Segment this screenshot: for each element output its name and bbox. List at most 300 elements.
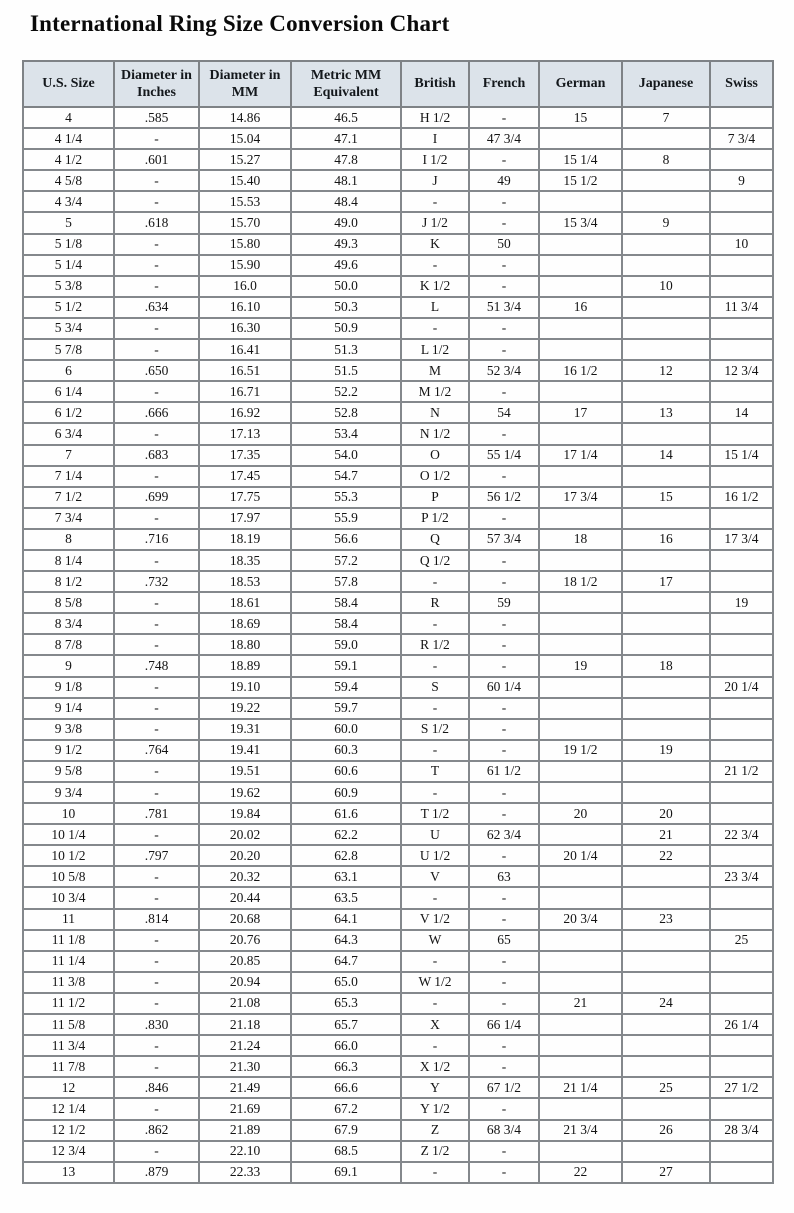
cell-german <box>539 866 622 887</box>
cell-metric-mm-equivalent: 59.7 <box>291 698 401 719</box>
table-row <box>23 782 773 803</box>
cell-british: I <box>401 128 469 149</box>
cell-metric-mm-equivalent: 49.3 <box>291 234 401 255</box>
cell-japanese <box>622 719 710 740</box>
column-header-diameter-mm: Diameter in MM <box>199 61 291 107</box>
cell-swiss <box>710 149 773 170</box>
cell-japanese: 18 <box>622 655 710 676</box>
cell-diameter-mm: 21.18 <box>199 1014 291 1035</box>
cell-us-size: 6 1/2 <box>23 402 114 423</box>
cell-us-size: 8 1/4 <box>23 550 114 571</box>
cell-diameter-mm: 19.41 <box>199 740 291 761</box>
cell-swiss <box>710 381 773 402</box>
cell-metric-mm-equivalent: 63.1 <box>291 866 401 887</box>
cell-japanese <box>622 339 710 360</box>
cell-diameter-mm: 18.69 <box>199 613 291 634</box>
cell-metric-mm-equivalent: 48.1 <box>291 170 401 191</box>
cell-french: - <box>469 423 539 444</box>
cell-british: - <box>401 698 469 719</box>
cell-metric-mm-equivalent: 49.6 <box>291 255 401 276</box>
cell-japanese: 27 <box>622 1162 710 1183</box>
cell-british: - <box>401 318 469 339</box>
cell-german <box>539 634 622 655</box>
cell-diameter-mm: 20.76 <box>199 930 291 951</box>
cell-swiss: 20 1/4 <box>710 677 773 698</box>
table-row <box>23 719 773 740</box>
cell-japanese <box>622 1035 710 1056</box>
cell-french: 67 1/2 <box>469 1077 539 1098</box>
table-row <box>23 508 773 529</box>
page-title: International Ring Size Conversion Chart <box>30 11 450 36</box>
table-row <box>23 170 773 191</box>
cell-diameter-mm: 21.08 <box>199 993 291 1014</box>
cell-japanese: 10 <box>622 276 710 297</box>
cell-diameter-inches: .862 <box>114 1120 199 1141</box>
table-row <box>23 698 773 719</box>
cell-swiss <box>710 887 773 908</box>
cell-metric-mm-equivalent: 62.8 <box>291 845 401 866</box>
cell-us-size: 4 5/8 <box>23 170 114 191</box>
cell-diameter-mm: 16.10 <box>199 297 291 318</box>
cell-diameter-inches: - <box>114 128 199 149</box>
table-row <box>23 677 773 698</box>
cell-japanese: 12 <box>622 360 710 381</box>
cell-british: X <box>401 1014 469 1035</box>
cell-japanese <box>622 170 710 191</box>
cell-french: - <box>469 972 539 993</box>
cell-german: 15 3/4 <box>539 212 622 233</box>
cell-metric-mm-equivalent: 50.9 <box>291 318 401 339</box>
cell-german <box>539 276 622 297</box>
cell-swiss: 22 3/4 <box>710 824 773 845</box>
cell-diameter-mm: 17.13 <box>199 423 291 444</box>
cell-french: - <box>469 276 539 297</box>
cell-british: - <box>401 740 469 761</box>
cell-us-size: 13 <box>23 1162 114 1183</box>
cell-french: - <box>469 508 539 529</box>
cell-swiss <box>710 571 773 592</box>
cell-french: - <box>469 466 539 487</box>
cell-british: N 1/2 <box>401 423 469 444</box>
cell-german <box>539 930 622 951</box>
cell-french: - <box>469 1056 539 1077</box>
column-header-german: German <box>539 61 622 107</box>
cell-diameter-inches: - <box>114 866 199 887</box>
cell-british: R 1/2 <box>401 634 469 655</box>
cell-swiss <box>710 255 773 276</box>
cell-us-size: 11 1/4 <box>23 951 114 972</box>
cell-german <box>539 234 622 255</box>
cell-french: 57 3/4 <box>469 529 539 550</box>
cell-german: 17 <box>539 402 622 423</box>
cell-metric-mm-equivalent: 67.9 <box>291 1120 401 1141</box>
cell-french: 47 3/4 <box>469 128 539 149</box>
table-row <box>23 381 773 402</box>
cell-diameter-inches: - <box>114 634 199 655</box>
cell-japanese <box>622 972 710 993</box>
cell-diameter-inches: .585 <box>114 107 199 128</box>
cell-diameter-inches: - <box>114 782 199 803</box>
cell-japanese <box>622 1098 710 1119</box>
cell-swiss: 17 3/4 <box>710 529 773 550</box>
cell-metric-mm-equivalent: 58.4 <box>291 592 401 613</box>
cell-french: 60 1/4 <box>469 677 539 698</box>
table-row <box>23 107 773 128</box>
cell-french: - <box>469 634 539 655</box>
cell-swiss <box>710 909 773 930</box>
cell-french: - <box>469 719 539 740</box>
cell-metric-mm-equivalent: 66.6 <box>291 1077 401 1098</box>
cell-diameter-inches: - <box>114 761 199 782</box>
cell-diameter-mm: 20.02 <box>199 824 291 845</box>
cell-japanese <box>622 1141 710 1162</box>
cell-german <box>539 1098 622 1119</box>
cell-diameter-mm: 21.69 <box>199 1098 291 1119</box>
cell-diameter-inches: - <box>114 698 199 719</box>
cell-swiss <box>710 655 773 676</box>
cell-metric-mm-equivalent: 50.3 <box>291 297 401 318</box>
cell-us-size: 5 1/4 <box>23 255 114 276</box>
cell-british: Z 1/2 <box>401 1141 469 1162</box>
cell-diameter-inches: - <box>114 887 199 908</box>
cell-japanese: 23 <box>622 909 710 930</box>
cell-french: - <box>469 613 539 634</box>
cell-german <box>539 782 622 803</box>
cell-diameter-inches: .830 <box>114 1014 199 1035</box>
cell-swiss <box>710 1056 773 1077</box>
cell-british: V 1/2 <box>401 909 469 930</box>
column-header-french: French <box>469 61 539 107</box>
cell-diameter-inches: - <box>114 508 199 529</box>
cell-metric-mm-equivalent: 58.4 <box>291 613 401 634</box>
cell-swiss <box>710 782 773 803</box>
cell-swiss: 10 <box>710 234 773 255</box>
cell-diameter-mm: 19.22 <box>199 698 291 719</box>
cell-german <box>539 255 622 276</box>
cell-diameter-inches: - <box>114 719 199 740</box>
cell-metric-mm-equivalent: 55.3 <box>291 487 401 508</box>
cell-diameter-inches: - <box>114 951 199 972</box>
cell-german: 20 1/4 <box>539 845 622 866</box>
cell-british: Y <box>401 1077 469 1098</box>
cell-diameter-mm: 19.84 <box>199 803 291 824</box>
cell-diameter-mm: 17.75 <box>199 487 291 508</box>
cell-diameter-mm: 16.51 <box>199 360 291 381</box>
cell-japanese <box>622 381 710 402</box>
cell-british: - <box>401 1035 469 1056</box>
cell-swiss <box>710 613 773 634</box>
cell-swiss: 27 1/2 <box>710 1077 773 1098</box>
cell-us-size: 12 3/4 <box>23 1141 114 1162</box>
cell-german: 21 1/4 <box>539 1077 622 1098</box>
cell-british: U 1/2 <box>401 845 469 866</box>
cell-diameter-inches: .716 <box>114 529 199 550</box>
cell-british: J 1/2 <box>401 212 469 233</box>
cell-metric-mm-equivalent: 65.0 <box>291 972 401 993</box>
table-row <box>23 234 773 255</box>
cell-metric-mm-equivalent: 52.8 <box>291 402 401 423</box>
cell-french: - <box>469 381 539 402</box>
table-row <box>23 845 773 866</box>
cell-metric-mm-equivalent: 63.5 <box>291 887 401 908</box>
cell-british: M <box>401 360 469 381</box>
cell-diameter-mm: 21.89 <box>199 1120 291 1141</box>
cell-swiss <box>710 719 773 740</box>
cell-swiss: 11 3/4 <box>710 297 773 318</box>
cell-british: W 1/2 <box>401 972 469 993</box>
cell-german: 20 <box>539 803 622 824</box>
cell-metric-mm-equivalent: 53.4 <box>291 423 401 444</box>
cell-swiss <box>710 276 773 297</box>
cell-french: - <box>469 255 539 276</box>
cell-french: - <box>469 107 539 128</box>
cell-metric-mm-equivalent: 60.3 <box>291 740 401 761</box>
cell-diameter-mm: 18.19 <box>199 529 291 550</box>
cell-metric-mm-equivalent: 64.1 <box>291 909 401 930</box>
cell-british: P 1/2 <box>401 508 469 529</box>
cell-diameter-mm: 19.31 <box>199 719 291 740</box>
cell-swiss: 7 3/4 <box>710 128 773 149</box>
cell-german: 18 1/2 <box>539 571 622 592</box>
cell-german <box>539 824 622 845</box>
cell-diameter-inches: - <box>114 423 199 444</box>
cell-french: 56 1/2 <box>469 487 539 508</box>
cell-diameter-mm: 20.20 <box>199 845 291 866</box>
cell-swiss: 26 1/4 <box>710 1014 773 1035</box>
cell-swiss <box>710 634 773 655</box>
cell-us-size: 10 1/4 <box>23 824 114 845</box>
table-row <box>23 1098 773 1119</box>
cell-diameter-inches: .634 <box>114 297 199 318</box>
cell-german <box>539 613 622 634</box>
cell-french: 49 <box>469 170 539 191</box>
cell-british: K 1/2 <box>401 276 469 297</box>
cell-swiss: 28 3/4 <box>710 1120 773 1141</box>
cell-german <box>539 677 622 698</box>
cell-us-size: 11 3/8 <box>23 972 114 993</box>
cell-us-size: 4 1/2 <box>23 149 114 170</box>
cell-metric-mm-equivalent: 62.2 <box>291 824 401 845</box>
cell-swiss: 23 3/4 <box>710 866 773 887</box>
cell-diameter-inches: - <box>114 318 199 339</box>
cell-us-size: 11 7/8 <box>23 1056 114 1077</box>
cell-swiss <box>710 972 773 993</box>
cell-german <box>539 887 622 908</box>
cell-us-size: 5 3/4 <box>23 318 114 339</box>
cell-german <box>539 698 622 719</box>
cell-us-size: 9 <box>23 655 114 676</box>
cell-diameter-inches: .650 <box>114 360 199 381</box>
table-row <box>23 1141 773 1162</box>
cell-metric-mm-equivalent: 50.0 <box>291 276 401 297</box>
cell-french: 51 3/4 <box>469 297 539 318</box>
table-row <box>23 951 773 972</box>
cell-diameter-mm: 15.27 <box>199 149 291 170</box>
cell-french: - <box>469 698 539 719</box>
cell-japanese <box>622 191 710 212</box>
cell-us-size: 5 7/8 <box>23 339 114 360</box>
cell-diameter-inches: .666 <box>114 402 199 423</box>
cell-german <box>539 466 622 487</box>
cell-metric-mm-equivalent: 47.1 <box>291 128 401 149</box>
cell-german <box>539 1056 622 1077</box>
cell-metric-mm-equivalent: 67.2 <box>291 1098 401 1119</box>
cell-french: 68 3/4 <box>469 1120 539 1141</box>
cell-metric-mm-equivalent: 59.0 <box>291 634 401 655</box>
cell-french: 61 1/2 <box>469 761 539 782</box>
table-row <box>23 993 773 1014</box>
cell-diameter-inches: .879 <box>114 1162 199 1183</box>
cell-french: - <box>469 803 539 824</box>
cell-british: - <box>401 191 469 212</box>
cell-us-size: 9 3/8 <box>23 719 114 740</box>
cell-diameter-inches: .683 <box>114 445 199 466</box>
table-row <box>23 761 773 782</box>
table-row <box>23 1120 773 1141</box>
cell-diameter-inches: - <box>114 339 199 360</box>
cell-french: 59 <box>469 592 539 613</box>
cell-japanese: 19 <box>622 740 710 761</box>
cell-metric-mm-equivalent: 56.6 <box>291 529 401 550</box>
table-row <box>23 824 773 845</box>
cell-us-size: 8 1/2 <box>23 571 114 592</box>
cell-german: 18 <box>539 529 622 550</box>
cell-swiss: 16 1/2 <box>710 487 773 508</box>
cell-metric-mm-equivalent: 65.7 <box>291 1014 401 1035</box>
cell-japanese <box>622 255 710 276</box>
cell-japanese: 8 <box>622 149 710 170</box>
cell-diameter-mm: 18.35 <box>199 550 291 571</box>
cell-swiss <box>710 1162 773 1183</box>
cell-british: X 1/2 <box>401 1056 469 1077</box>
cell-french: 54 <box>469 402 539 423</box>
table-row <box>23 255 773 276</box>
table-row <box>23 276 773 297</box>
cell-metric-mm-equivalent: 51.5 <box>291 360 401 381</box>
cell-diameter-inches: - <box>114 930 199 951</box>
cell-us-size: 11 <box>23 909 114 930</box>
cell-diameter-mm: 19.10 <box>199 677 291 698</box>
cell-us-size: 8 7/8 <box>23 634 114 655</box>
cell-diameter-mm: 17.35 <box>199 445 291 466</box>
cell-diameter-inches: .797 <box>114 845 199 866</box>
cell-metric-mm-equivalent: 60.0 <box>291 719 401 740</box>
cell-us-size: 10 <box>23 803 114 824</box>
cell-german: 19 1/2 <box>539 740 622 761</box>
table-row <box>23 297 773 318</box>
cell-japanese <box>622 1014 710 1035</box>
cell-diameter-mm: 15.40 <box>199 170 291 191</box>
cell-us-size: 8 5/8 <box>23 592 114 613</box>
column-header-swiss: Swiss <box>710 61 773 107</box>
column-header-british: British <box>401 61 469 107</box>
table-row <box>23 128 773 149</box>
cell-japanese <box>622 1056 710 1077</box>
cell-swiss <box>710 191 773 212</box>
cell-diameter-inches: - <box>114 972 199 993</box>
cell-british: L <box>401 297 469 318</box>
cell-diameter-mm: 16.0 <box>199 276 291 297</box>
cell-british: P <box>401 487 469 508</box>
cell-french: - <box>469 191 539 212</box>
table-row <box>23 930 773 951</box>
cell-german <box>539 128 622 149</box>
cell-diameter-mm: 18.61 <box>199 592 291 613</box>
cell-diameter-inches: - <box>114 1035 199 1056</box>
table-row <box>23 550 773 571</box>
cell-french: 65 <box>469 930 539 951</box>
cell-diameter-mm: 19.51 <box>199 761 291 782</box>
table-row <box>23 1162 773 1183</box>
cell-metric-mm-equivalent: 64.7 <box>291 951 401 972</box>
cell-swiss: 12 3/4 <box>710 360 773 381</box>
cell-diameter-mm: 16.41 <box>199 339 291 360</box>
cell-us-size: 7 1/2 <box>23 487 114 508</box>
cell-metric-mm-equivalent: 64.3 <box>291 930 401 951</box>
cell-metric-mm-equivalent: 61.6 <box>291 803 401 824</box>
table-row <box>23 339 773 360</box>
cell-japanese: 20 <box>622 803 710 824</box>
cell-british: J <box>401 170 469 191</box>
cell-japanese <box>622 866 710 887</box>
cell-us-size: 7 3/4 <box>23 508 114 529</box>
cell-french: - <box>469 1035 539 1056</box>
cell-japanese <box>622 761 710 782</box>
cell-swiss <box>710 107 773 128</box>
cell-japanese <box>622 634 710 655</box>
cell-japanese: 15 <box>622 487 710 508</box>
cell-metric-mm-equivalent: 54.7 <box>291 466 401 487</box>
cell-swiss <box>710 423 773 444</box>
cell-french: - <box>469 909 539 930</box>
cell-us-size: 10 5/8 <box>23 866 114 887</box>
cell-british: U <box>401 824 469 845</box>
cell-british: - <box>401 655 469 676</box>
cell-swiss <box>710 550 773 571</box>
cell-us-size: 6 3/4 <box>23 423 114 444</box>
cell-british: K <box>401 234 469 255</box>
cell-diameter-inches: .601 <box>114 149 199 170</box>
cell-diameter-mm: 21.30 <box>199 1056 291 1077</box>
table-row <box>23 1056 773 1077</box>
cell-german <box>539 761 622 782</box>
table-row <box>23 1035 773 1056</box>
cell-british: - <box>401 993 469 1014</box>
cell-metric-mm-equivalent: 57.2 <box>291 550 401 571</box>
cell-us-size: 11 5/8 <box>23 1014 114 1035</box>
cell-german <box>539 339 622 360</box>
cell-us-size: 9 1/2 <box>23 740 114 761</box>
cell-french: - <box>469 149 539 170</box>
cell-diameter-inches: - <box>114 170 199 191</box>
cell-diameter-inches: - <box>114 1098 199 1119</box>
cell-swiss <box>710 951 773 972</box>
cell-us-size: 8 3/4 <box>23 613 114 634</box>
cell-japanese <box>622 592 710 613</box>
header-row <box>23 61 773 107</box>
cell-us-size: 12 <box>23 1077 114 1098</box>
cell-diameter-mm: 16.71 <box>199 381 291 402</box>
cell-british: O 1/2 <box>401 466 469 487</box>
cell-british: - <box>401 255 469 276</box>
table-row <box>23 909 773 930</box>
cell-german <box>539 550 622 571</box>
cell-diameter-inches: - <box>114 993 199 1014</box>
cell-swiss <box>710 1141 773 1162</box>
cell-swiss <box>710 466 773 487</box>
cell-metric-mm-equivalent: 59.4 <box>291 677 401 698</box>
cell-swiss <box>710 1035 773 1056</box>
